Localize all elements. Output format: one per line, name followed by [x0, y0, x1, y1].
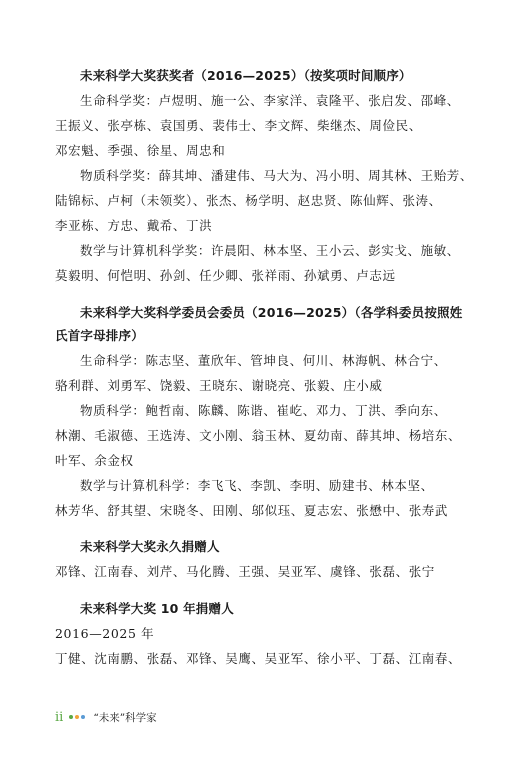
winners-line: 邓宏魁、季强、徐星、周忠和 [55, 143, 226, 158]
winners-line: 莫毅明、何恺明、孙剑、任少卿、张祥雨、孙斌勇、卢志远 [55, 268, 396, 283]
committee-line: 物质科学：鲍哲南、陈麟、陈谐、崔屹、邓力、丁洪、季向东、 [80, 403, 447, 418]
committee-heading-cont: 氏首字母排序） [55, 328, 144, 343]
book-title: “未来”科学家 [93, 711, 157, 724]
winners-line: 物质科学奖：薛其坤、潘建伟、马大为、冯小明、周其林、王贻芳、 [80, 168, 474, 183]
committee-heading: 未来科学大奖科学委员会委员（2016—2025）（各学科委员按照姓 [80, 305, 463, 320]
dot-orange [75, 715, 79, 719]
winners-line: 李亚栋、方忠、戴希、丁洪 [55, 218, 213, 233]
winners-line: 生命科学奖：卢煜明、施一公、李家洋、袁隆平、张启发、邵峰、 [80, 93, 460, 108]
committee-line: 林潮、毛淑德、王选涛、文小刚、翁玉林、夏幼南、薛其坤、杨培东、 [55, 428, 462, 443]
committee-line: 数学与计算机科学：李飞飞、李凯、李明、励建书、林本坚、 [80, 478, 434, 493]
winners-line: 陆锦标、卢柯（未领奖）、张杰、杨学明、赵忠贤、陈仙辉、张涛、 [55, 193, 442, 208]
page-number: ii [55, 709, 64, 725]
ten-year-donors-line: 丁健、沈南鹏、张磊、邓锋、吴鹰、吴亚军、徐小平、丁磊、江南春、 [55, 651, 462, 666]
committee-line: 生命科学：陈志坚、董欣年、管坤良、何川、林海帆、林合宁、 [80, 353, 447, 368]
committee-line: 骆利群、刘勇军、饶毅、王晓东、谢晓亮、张毅、庄小威 [55, 378, 383, 393]
winners-line: 数学与计算机科学奖：许晨阳、林本坚、王小云、彭实戈、施敏、 [80, 243, 460, 258]
dot-green [69, 715, 73, 719]
ten-year-donors-heading: 未来科学大奖 10 年捐赠人 [80, 601, 234, 616]
dot-blue [81, 715, 85, 719]
page-footer [55, 709, 157, 725]
permanent-donors-heading: 未来科学大奖永久捐赠人 [80, 539, 220, 554]
winners-heading: 未来科学大奖获奖者（2016—2025）（按奖项时间顺序） [80, 68, 412, 83]
committee-line: 叶军、余金权 [55, 453, 134, 468]
committee-line: 林芳华、舒其望、宋晓冬、田刚、邬似珏、夏志宏、张懋中、张寿武 [55, 503, 449, 518]
dots-icon [69, 715, 87, 719]
winners-line: 王振义、张亭栋、袁国勇、裴伟士、李文辉、柴继杰、周俭民、 [55, 118, 422, 133]
permanent-donors-line: 邓锋、江南春、刘芹、马化腾、王强、吴亚军、虞锋、张磊、张宁 [55, 564, 435, 579]
ten-year-donors-period: 2016—2025 年 [55, 626, 155, 641]
